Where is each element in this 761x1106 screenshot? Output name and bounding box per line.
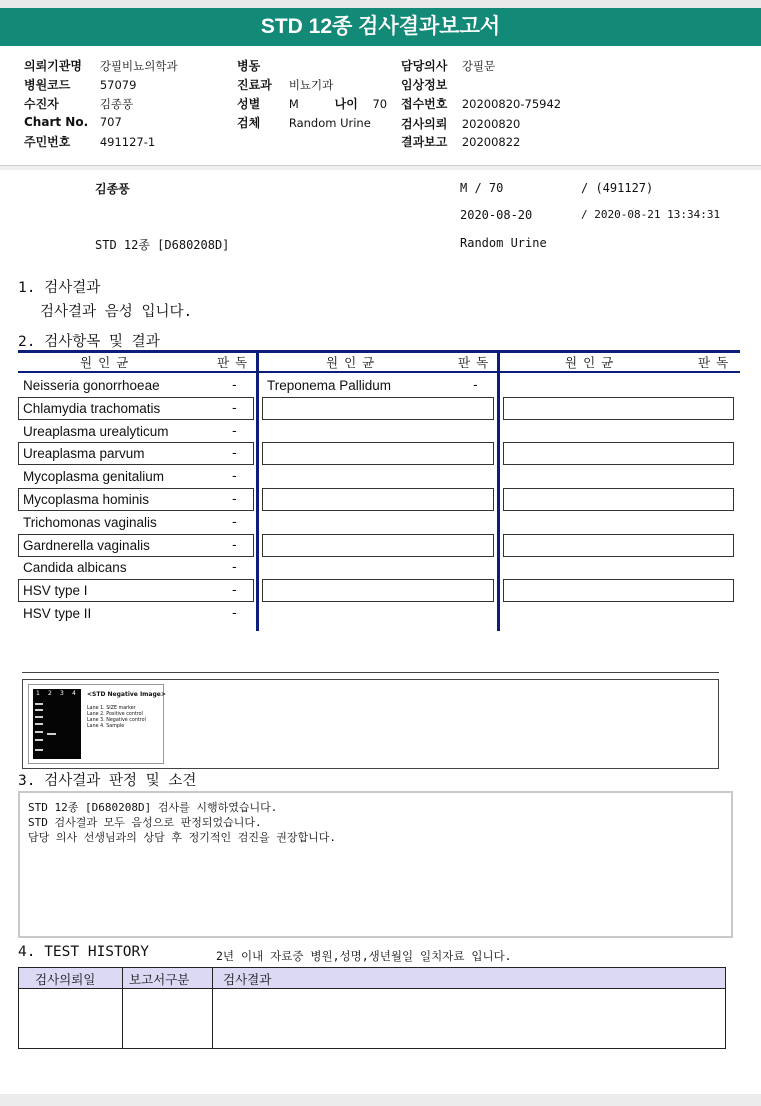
organism-result: - [232,469,237,485]
organism-cell-box [262,579,494,602]
organism-cell-box [262,488,494,511]
clinical-info-label: 임상정보 [401,78,448,92]
organism-name: Mycoplasma genitalium [23,469,165,485]
header-patient-name: 김종풍 [95,182,130,196]
gel-title: <STD Negative Image> [87,691,166,698]
organism-name: Chlamydia trachomatis [23,400,161,416]
organism-result: - [232,446,237,462]
section4-title: 4. TEST HISTORY [18,944,149,960]
hospital-code-value: 57079 [99,78,137,92]
receipt-no-value: 20200820-75942 [461,97,562,111]
gel-band [35,716,43,718]
doctor-row [401,57,495,74]
patient-row [24,95,133,112]
patient-value: 김종풍 [99,97,134,111]
history-table [18,967,726,1049]
organism-result: - [232,378,237,393]
chart-no-label: Chart No. [24,115,89,129]
col1-organism-header: 원인균 [80,355,135,370]
chart-no-value: 707 [99,115,122,129]
gel-legend-line: Lane 3. Negative control [87,718,146,723]
specimen-row [237,114,371,131]
receipt-no-label: 접수번호 [401,97,448,111]
organism-result: - [232,423,237,439]
organism-name: Trichomonas vaginalis [23,514,157,530]
request-date-row [401,115,520,132]
organism-cell-box [262,442,494,465]
specimen-value: Random Urine [288,116,371,130]
ward-label: 병동 [237,59,261,73]
organism-cell-box [503,579,734,602]
report-title: STD 12종 검사결과보고서 [0,8,761,46]
organism-cell-box [262,534,494,557]
doctor-label: 담당의사 [401,59,448,73]
institution-label: 의뢰기관명 [24,59,82,73]
col2-judgement-header: 판독 [458,355,495,370]
clinical-info-row [401,76,462,93]
report-date-row [401,133,520,150]
history-header-row [19,968,725,989]
sex-row [237,95,387,112]
gel-band [35,739,43,741]
gel-band [35,703,43,705]
lane-number: 4 [72,690,76,697]
history-col-divider [122,968,123,1048]
organism-cell-box [503,534,734,557]
organism-name: HSV type II [23,606,92,621]
organism-name: Treponema Pallidum [267,378,392,393]
col1-judgement-header: 판독 [217,355,254,370]
gel-legend-line: Lane 4. Sample [87,724,125,729]
organism-name: Gardnerella vaginalis [23,537,150,553]
gel-band [35,749,43,751]
organism-name: Mycoplasma hominis [23,492,150,507]
table-col-divider-2 [497,353,500,631]
request-date-value: 20200820 [461,117,521,131]
section1-result: 검사결과 음성 입니다. [40,304,193,320]
organism-result: - [232,583,237,599]
section3-title: 3. 검사결과 판정 및 소견 [18,773,197,789]
organism-result: - [232,514,237,530]
lane-number: 3 [60,690,64,697]
organism-cell-box [503,488,734,511]
gel-legend-line: Lane 1. SIZE marker [87,706,136,711]
gel-band [35,731,43,733]
gel-legend-line: Lane 2. Positive control [87,712,143,717]
sex-value: M [288,97,299,111]
request-date-label: 검사의뢰 [401,117,448,131]
organism-cell-box [503,397,734,420]
sex-label: 성별 [237,97,261,111]
doctor-value: 강필문 [461,59,496,73]
department-label: 진료과 [237,78,272,92]
resident-no-row [24,133,155,150]
col3-judgement-header: 판독 [698,355,735,370]
lane-number: 2 [48,690,52,697]
organism-result: - [473,378,478,393]
age-value: 70 [372,97,388,111]
header-specimen: Random Urine [460,236,547,250]
image-top-rule [22,672,719,673]
comment-line: 담당 의사 선생님과의 상담 후 정기적인 검진을 권장합니다. [28,831,337,844]
department-value: 비뇨기과 [288,78,334,92]
bottom-band [0,1094,761,1106]
organism-name: HSV type I [23,583,88,599]
col2-organism-header: 원인균 [326,355,381,370]
section1-title: 1. 검사결과 [18,280,101,296]
resident-no-value: 491127-1 [99,135,156,149]
organism-name: Ureaplasma urealyticum [23,423,169,439]
history-col-divider [212,968,213,1048]
organism-name: Neisseria gonorrhoeae [23,378,160,393]
gel-band [35,709,43,711]
institution-row [24,57,178,74]
comment-line: STD 검사결과 모두 음성으로 판정되었습니다. [28,816,262,829]
report-date-value: 20200822 [461,135,521,149]
history-note: 2년 이내 자료중 병원,성명,생년월일 일치자료 입니다. [216,949,512,963]
organism-result: - [232,400,237,416]
hospital-code-row [24,76,136,93]
gel-band [47,733,56,735]
organism-result: - [232,492,237,507]
top-band [0,0,761,8]
institution-value: 강필비뇨의학과 [99,59,178,73]
organism-name: Ureaplasma parvum [23,446,145,462]
comment-line: STD 12종 [D680208D] 검사를 시행하였습니다. [28,801,278,814]
organism-cell-box [503,442,734,465]
header-test-name: STD 12종 [D680208D] [95,238,230,252]
resident-no-label: 주민번호 [24,135,71,149]
header-sex-age: M / 70 [460,181,504,195]
specimen-label: 검체 [237,116,261,130]
receipt-no-row [401,95,561,112]
gel-image [28,684,164,764]
history-col-report-type: 보고서구분 [129,972,190,987]
report-date-label: 결과보고 [401,135,448,149]
gel-lanes-picture [33,689,81,759]
gel-band [35,723,43,725]
age-label: 나이 [334,97,358,111]
info-separator [0,166,761,170]
ward-row [237,57,289,74]
header-reported-datetime: / 2020-08-21 13:34:31 [581,208,721,221]
table-header-rule [18,371,740,373]
patient-label: 수진자 [24,97,59,111]
lane-number: 1 [36,690,40,697]
history-col-request-date: 검사의뢰일 [35,972,96,987]
organism-result: - [232,537,237,553]
col3-organism-header: 원인균 [565,355,620,370]
section2-title: 2. 검사항목 및 결과 [18,334,160,350]
header-birth: / (491127) [581,181,654,195]
table-col-divider-1 [256,353,259,631]
organism-result: - [232,606,237,621]
header-received-date: 2020-08-20 [460,208,533,222]
organism-result: - [232,560,237,576]
hospital-code-label: 병원코드 [24,78,71,92]
history-col-result: 검사결과 [223,972,272,987]
chart-no-row [24,115,122,129]
organism-cell-box [262,397,494,420]
info-panel [0,46,761,166]
organism-name: Candida albicans [23,560,127,576]
department-row [237,76,333,93]
